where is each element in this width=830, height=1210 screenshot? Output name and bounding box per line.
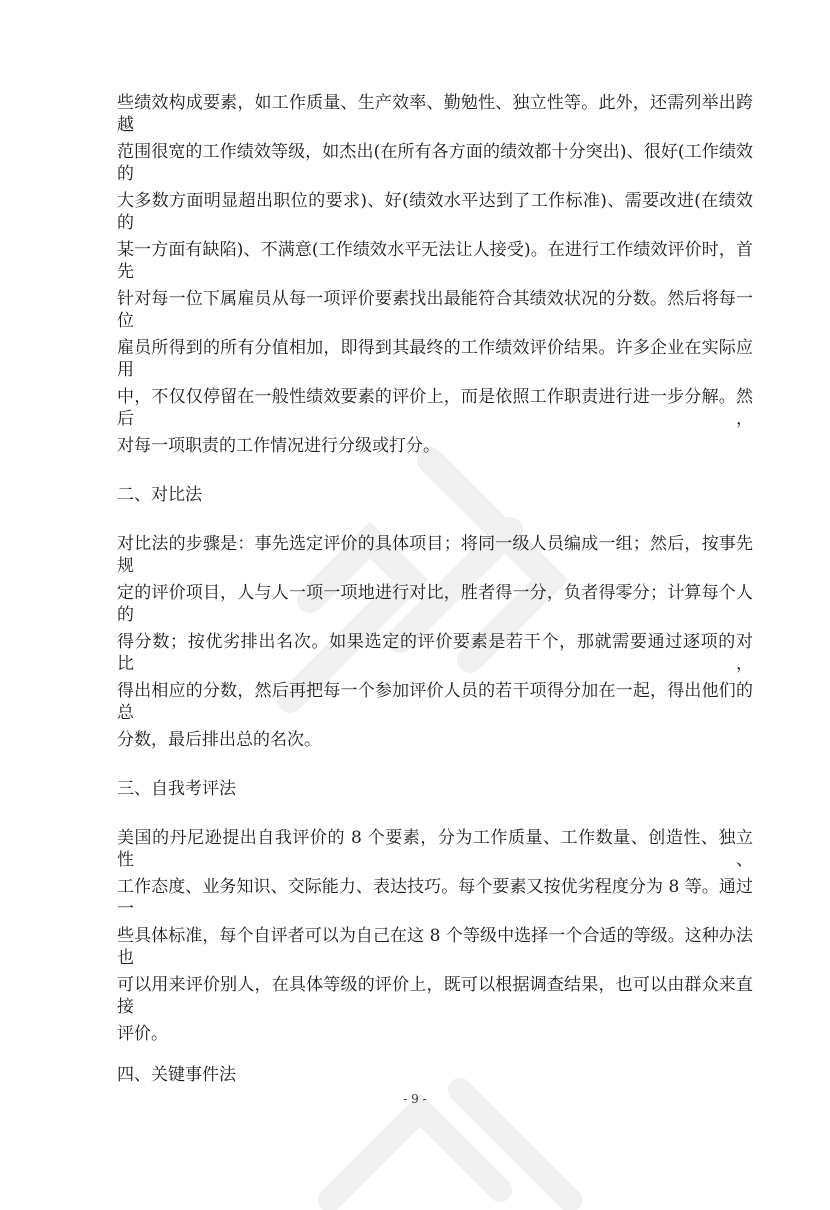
text-line: 评价。 [117,1024,168,1044]
text-line: 些绩效构成要素，如工作质量、生产效率、勤勉性、独立性等。此外，还需列举出跨越 [117,93,753,135]
section-heading: 二、对比法 [117,485,202,505]
text-line: 可以用来评价别人，在具体等级的评价上，既可以根据调查结果，也可以由群众来直接 [117,975,753,1017]
text-line: 定的评价项目，人与人一项一项地进行对比，胜者得一分，负者得零分；计算每个人的 [117,583,753,625]
text-line: 对比法的步骤是：事先选定评价的具体项目；将同一级人员编成一组；然后，按事先规 [117,534,753,576]
section-heading: 四、关键事件法 [117,1065,236,1085]
text-line: 得出相应的分数，然后再把每一个参加评价人员的若干项得分加在一起，得出他们的总 [117,681,753,723]
text-line: 针对每一位下属雇员从每一项评价要素找出最能符合其绩效状况的分数。然后将每一位 [117,289,753,331]
text-line: 中，不仅仅停留在一般性绩效要素的评价上，而是依照工作职责进行进一步分解。然后， [117,387,753,429]
text-line: 些具体标准，每个自评者可以为自己在这 8 个等级中选择一个合适的等级。这种办法也 [117,926,753,968]
text-line: 得分数；按优劣排出名次。如果选定的评价要素是若干个，那就需要通过逐项的对比， [117,632,753,674]
text-line: 大多数方面明显超出职位的要求)、好(绩效水平达到了工作标准)、需要改进(在绩效的 [117,191,753,233]
text-line: 分数，最后排出总的名次。 [117,730,321,750]
text-line: 美国的丹尼逊提出自我评价的 8 个要素，分为工作质量、工作数量、创造性、独立性、 [117,828,753,870]
text-line: 雇员所得到的所有分值相加，即得到其最终的工作绩效评价结果。许多企业在实际应用 [117,338,753,380]
watermark-graphic-bottom [300,1050,600,1210]
text-line: 范围很宽的工作绩效等级，如杰出(在所有各方面的绩效都十分突出)、很好(工作绩效的 [117,142,753,184]
page-number: - 9 - [403,1092,427,1106]
section-heading: 三、自我考评法 [117,779,236,799]
text-line: 工作态度、业务知识、交际能力、表达技巧。每个要素又按优劣程度分为 8 等。通过一 [117,877,753,919]
text-line: 某一方面有缺陷)、不满意(工作绩效水平无法让人接受)。在进行工作绩效评价时，首先 [117,240,753,282]
text-line: 对每一项职责的工作情况进行分级或打分。 [117,436,440,456]
